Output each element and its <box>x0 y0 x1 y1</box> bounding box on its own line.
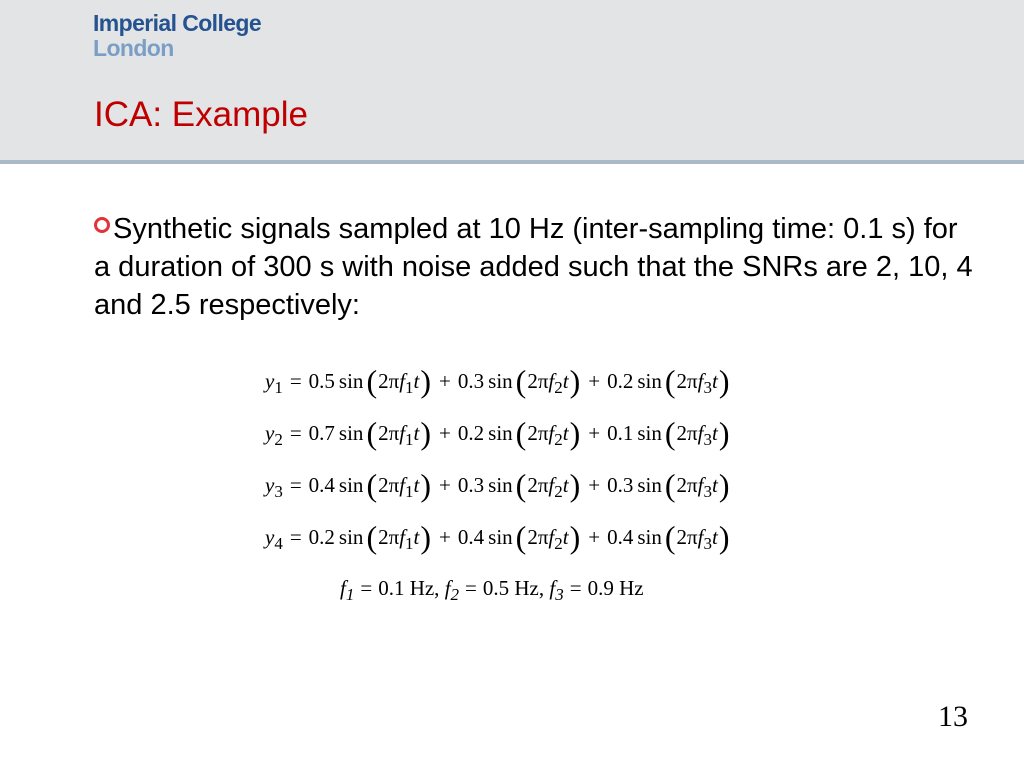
time-symbol: t <box>562 524 569 549</box>
equals-sign: = <box>289 472 302 497</box>
freq-symbol: $f_1$ <box>399 420 414 449</box>
frequency-value: 0.1 Hz, <box>378 575 440 600</box>
frequency-symbol: $f_2$ <box>444 575 460 604</box>
coefficient: 0.3 <box>607 472 634 497</box>
frequency-value: 0.5 Hz, <box>482 575 545 600</box>
time-symbol: t <box>711 524 718 549</box>
sin-function: sin <box>338 368 364 393</box>
two-pi: 2π <box>378 524 400 549</box>
slide-header <box>0 0 1024 164</box>
coefficient: 0.4 <box>457 524 485 549</box>
coefficient: 0.2 <box>308 524 335 549</box>
sin-function: sin <box>338 420 364 445</box>
coefficient: 0.7 <box>308 420 335 445</box>
logo-line-1: Imperial College <box>93 10 262 36</box>
freq-index: 1 <box>405 429 414 449</box>
plus-sign: + <box>588 420 601 445</box>
output-variable: $y_4$ <box>265 524 283 553</box>
imperial-college-logo <box>93 11 261 61</box>
sin-function: sin <box>488 524 513 549</box>
freq-index: 2 <box>554 481 563 501</box>
equals-sign: = <box>465 575 477 600</box>
output-index: 2 <box>274 429 283 449</box>
two-pi: 2π <box>527 368 549 393</box>
freq-symbol: $f_2$ <box>548 368 563 397</box>
two-pi: 2π <box>378 420 400 445</box>
time-symbol: t <box>413 420 420 445</box>
two-pi: 2π <box>676 420 698 445</box>
bullet-point <box>94 210 974 324</box>
sin-function: sin <box>637 368 662 393</box>
coefficient: 0.2 <box>607 368 634 393</box>
coefficient: 0.5 <box>308 368 335 393</box>
sin-function: sin <box>488 472 513 497</box>
freq-index: 2 <box>554 429 563 449</box>
output-index: 4 <box>274 533 283 553</box>
sin-function: sin <box>338 524 364 549</box>
output-variable: $y_1$ <box>265 368 283 397</box>
freq-index: 3 <box>703 533 712 553</box>
frequency-symbol: $f_1$ <box>340 575 355 604</box>
frequency-index: 1 <box>345 584 355 604</box>
equals-sign: = <box>289 420 302 445</box>
plus-sign: + <box>439 472 451 497</box>
plus-sign: + <box>439 524 451 549</box>
two-pi: 2π <box>527 524 549 549</box>
equation-row: $y_2$ = 0.7 sin ( 2π $f_1$ t ) + 0.2 sin ( 2π $f_2$ t ) + 0.1 sin ( 2π $f_3$ t ) <box>265 415 730 451</box>
two-pi: 2π <box>378 472 400 497</box>
equals-sign: = <box>289 368 302 393</box>
freq-index: 1 <box>405 377 414 397</box>
plus-sign: + <box>588 472 601 497</box>
frequency-definitions <box>340 568 644 608</box>
time-symbol: t <box>562 472 569 497</box>
two-pi: 2π <box>676 472 698 497</box>
page-number: 13 <box>938 700 968 733</box>
output-index: 3 <box>274 481 283 501</box>
freq-symbol: $f_1$ <box>399 524 414 553</box>
equation-block <box>265 355 730 563</box>
logo-line-2: London <box>93 35 174 61</box>
time-symbol: t <box>711 368 718 393</box>
freq-symbol: $f_1$ <box>399 368 414 397</box>
sin-function: sin <box>488 420 513 445</box>
plus-sign: + <box>588 368 601 393</box>
freq-symbol: $f_2$ <box>548 472 563 501</box>
time-symbol: t <box>562 368 569 393</box>
freq-symbol: $f_3$ <box>697 420 712 449</box>
plus-sign: + <box>439 420 451 445</box>
time-symbol: t <box>413 524 420 549</box>
frequency-value: 0.9 Hz <box>587 575 644 600</box>
freq-symbol: $f_3$ <box>697 368 712 397</box>
output-variable: $y_3$ <box>265 472 283 501</box>
coefficient: 0.3 <box>457 368 485 393</box>
sin-function: sin <box>488 368 513 393</box>
bullet-text: Synthetic signals sampled at 10 Hz (inter-sampling time: 0.1 s) for a duration of 300 s with noise added such that the SNRs are 2, 10, 4 and 2.5 respectively: <box>94 213 973 321</box>
freq-index: 2 <box>554 533 563 553</box>
freq-index: 3 <box>703 377 712 397</box>
equals-sign: = <box>569 575 582 600</box>
sin-function: sin <box>338 472 364 497</box>
sin-function: sin <box>637 472 662 497</box>
time-symbol: t <box>413 472 420 497</box>
frequency-symbol: $f_3$ <box>549 575 564 604</box>
equals-sign: = <box>289 524 302 549</box>
freq-index: 3 <box>703 481 712 501</box>
coefficient: 0.2 <box>457 420 485 445</box>
freq-symbol: $f_1$ <box>399 472 414 501</box>
freq-index: 2 <box>554 377 563 397</box>
frequency-index: 2 <box>450 584 460 604</box>
freq-symbol: $f_3$ <box>697 472 712 501</box>
frequency-index: 3 <box>555 584 564 604</box>
two-pi: 2π <box>676 368 698 393</box>
two-pi: 2π <box>676 524 698 549</box>
freq-symbol: $f_3$ <box>697 524 712 553</box>
freq-symbol: $f_2$ <box>548 524 563 553</box>
two-pi: 2π <box>378 368 400 393</box>
sin-function: sin <box>637 420 662 445</box>
output-index: 1 <box>274 377 283 397</box>
two-pi: 2π <box>527 472 549 497</box>
coefficient: 0.4 <box>308 472 335 497</box>
equals-sign: = <box>360 575 373 600</box>
equation-row: $y_4$ = 0.2 sin ( 2π $f_1$ t ) + 0.4 sin ( 2π $f_2$ t ) + 0.4 sin ( 2π $f_3$ t ) <box>265 519 730 555</box>
coefficient: 0.4 <box>607 524 634 549</box>
time-symbol: t <box>711 472 718 497</box>
bullet-circle-icon <box>94 217 110 233</box>
freq-symbol: $f_2$ <box>548 420 563 449</box>
plus-sign: + <box>439 368 451 393</box>
time-symbol: t <box>562 420 569 445</box>
freq-index: 1 <box>405 481 414 501</box>
freq-index: 3 <box>703 429 712 449</box>
coefficient: 0.3 <box>457 472 485 497</box>
time-symbol: t <box>711 420 718 445</box>
sin-function: sin <box>637 524 662 549</box>
output-variable: $y_2$ <box>265 420 283 449</box>
time-symbol: t <box>413 368 420 393</box>
equation-row: $y_3$ = 0.4 sin ( 2π $f_1$ t ) + 0.3 sin ( 2π $f_2$ t ) + 0.3 sin ( 2π $f_3$ t ) <box>265 467 730 503</box>
slide-title: ICA: Example <box>94 95 308 134</box>
coefficient: 0.1 <box>607 420 634 445</box>
plus-sign: + <box>588 524 601 549</box>
equation-row: $y_1$ = 0.5 sin ( 2π $f_1$ t ) + 0.3 sin ( 2π $f_2$ t ) + 0.2 sin ( 2π $f_3$ t ) <box>265 363 730 399</box>
two-pi: 2π <box>527 420 549 445</box>
freq-index: 1 <box>405 533 414 553</box>
